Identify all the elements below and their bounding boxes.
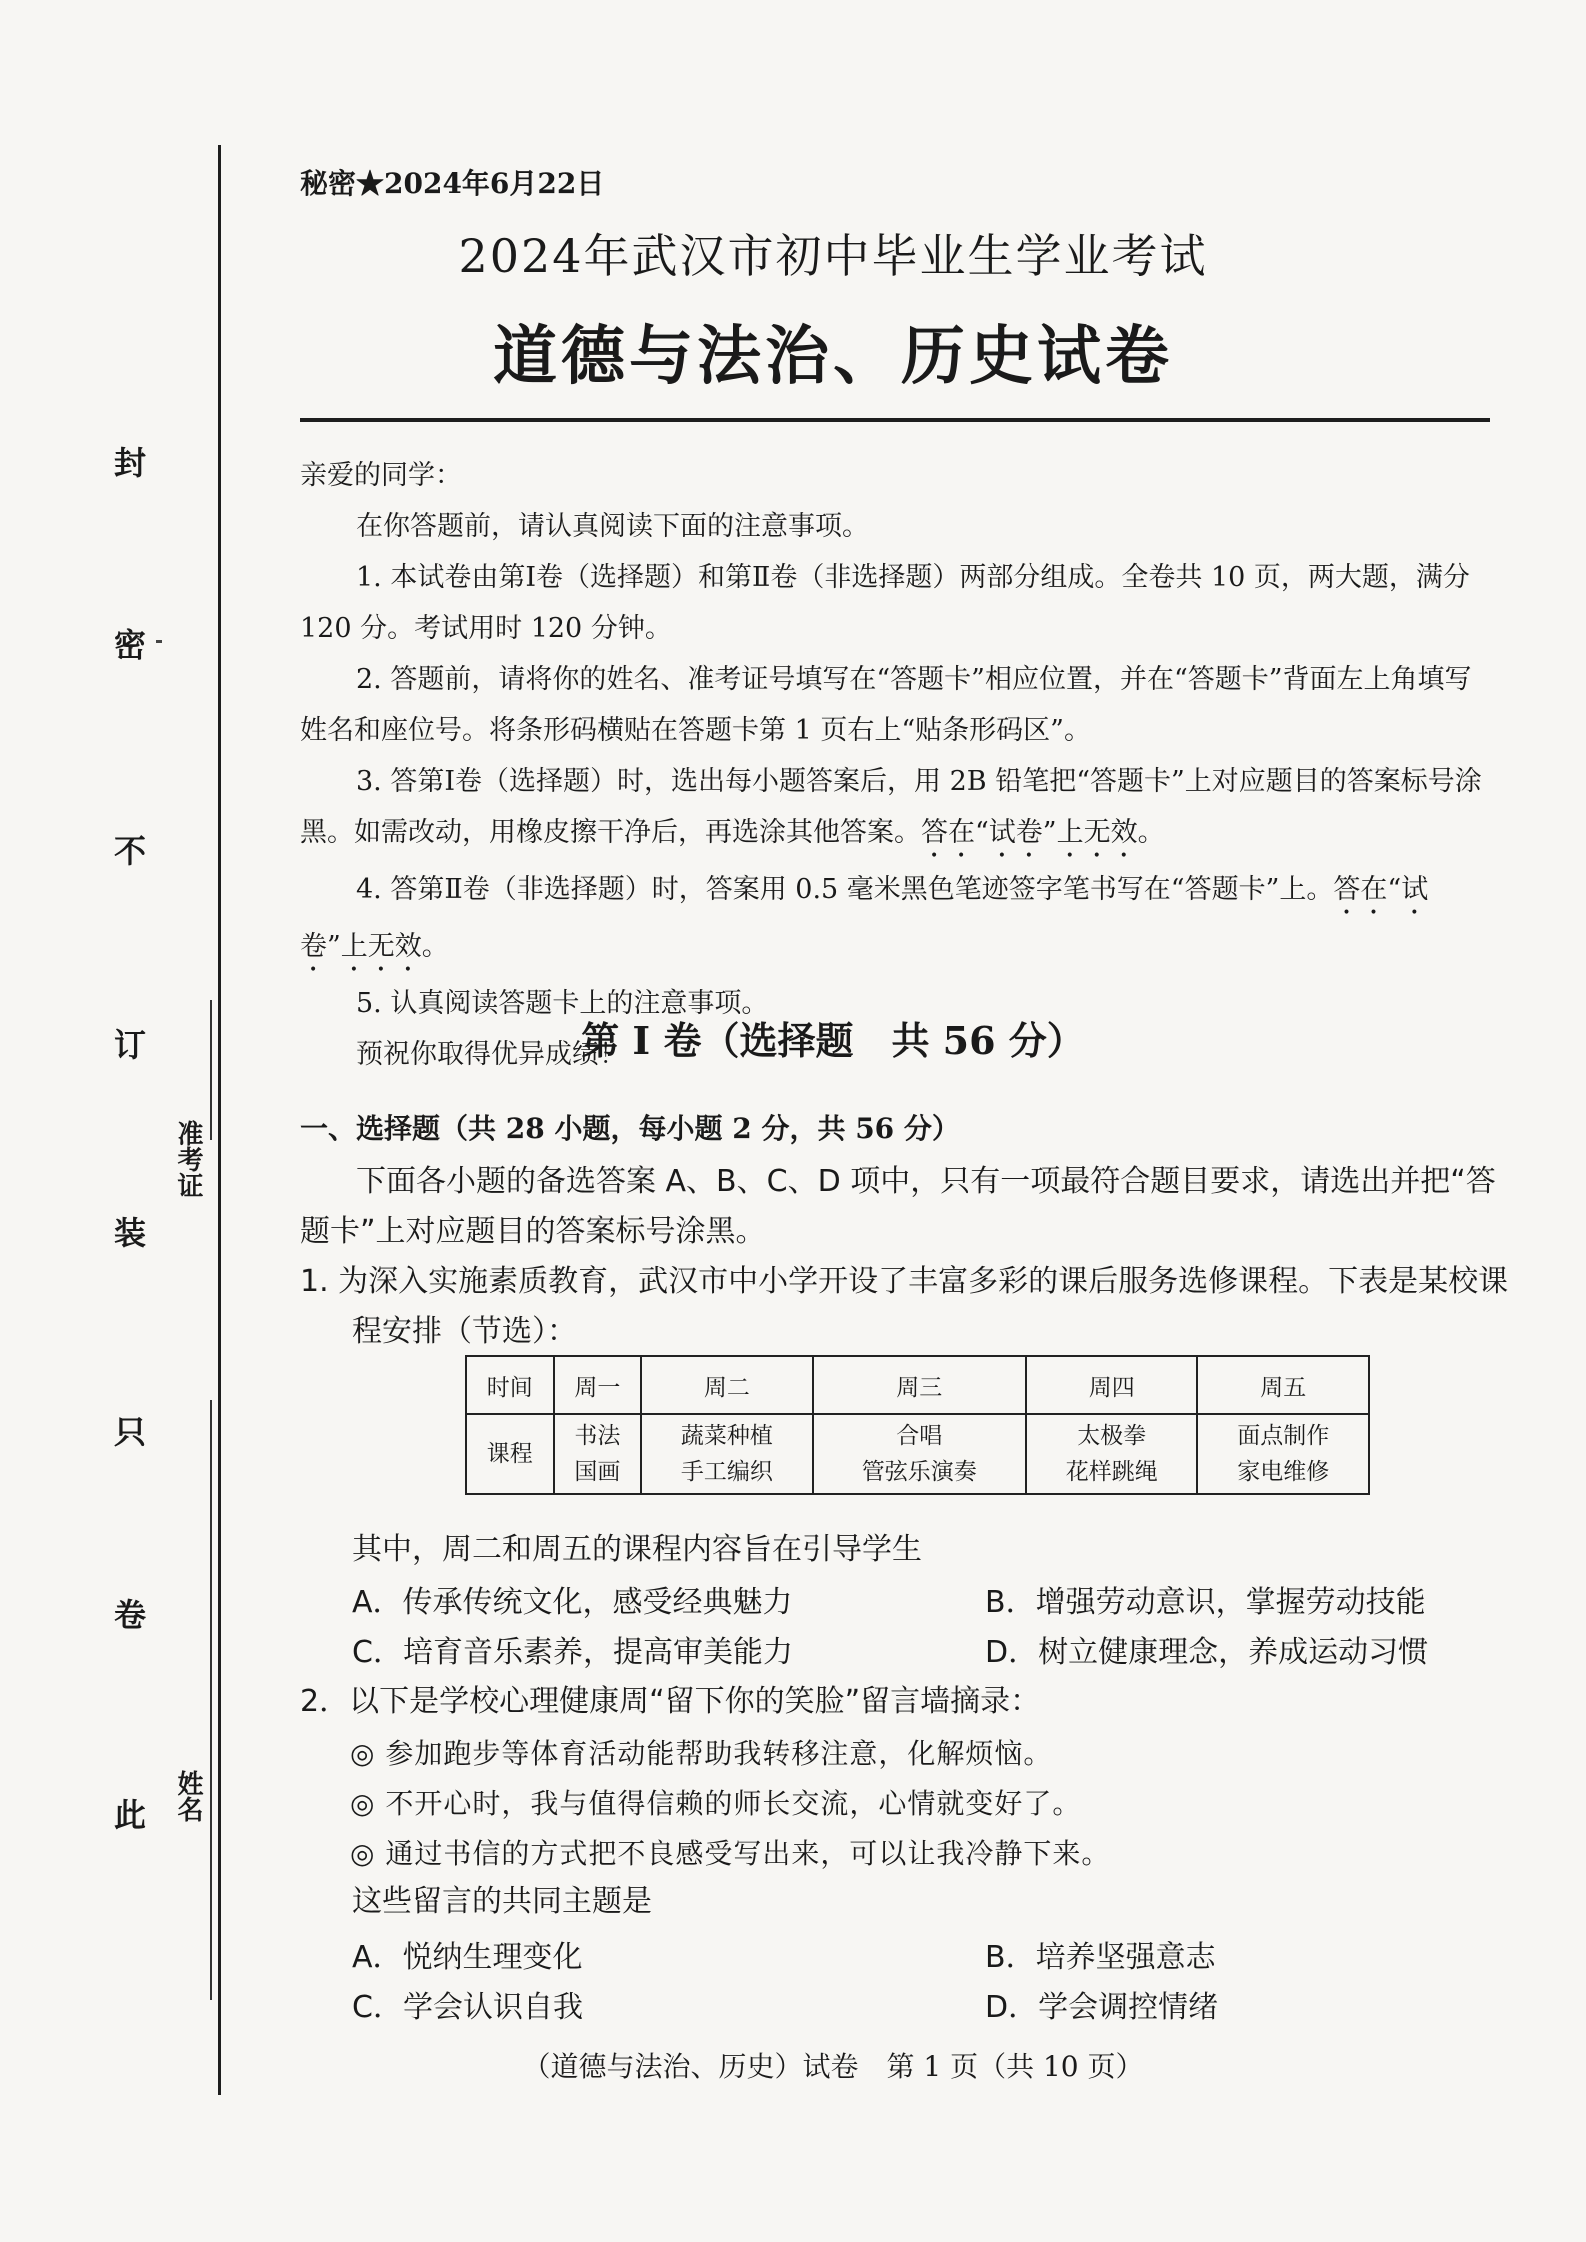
q1-option-c: C．培育音乐素养，提高审美能力	[352, 1635, 793, 1670]
seal-char-2: 密	[113, 626, 146, 664]
exam-title: 2024年武汉市初中毕业生学业考试	[458, 229, 1208, 283]
seal-char-7: 卷	[113, 1596, 146, 1634]
table-header-row	[466, 1356, 1369, 1414]
cell-line: 管弦乐演奏	[861, 1459, 977, 1485]
table-cell	[1026, 1414, 1197, 1494]
name-label: 姓名	[173, 1770, 203, 1822]
margin-tick	[156, 640, 162, 643]
table-cell	[1197, 1414, 1369, 1494]
table-cell	[641, 1414, 812, 1494]
secret-date: 秘密★2024年6月22日	[300, 167, 605, 200]
notice-block	[300, 450, 1495, 1080]
notice-item-1: 1. 本试卷由第Ⅰ卷（选择题）和第Ⅱ卷（非选择题）两部分组成。全卷共 10 页，两大题，满分 120 分。考试用时 120 分钟。	[300, 562, 1470, 644]
cell-line: 太极拳	[1077, 1423, 1147, 1449]
notice-item-2: 2. 答题前，请将你的姓名、准考证号填写在“答题卡”相应位置，并在“答题卡”背面左上角填写姓名和座位号。将条形码横贴在答题卡第 1 页右上“贴条形码区”。	[300, 664, 1472, 746]
table-header-cell: 周三	[813, 1356, 1026, 1414]
table-header-cell: 周五	[1197, 1356, 1369, 1414]
notice-item-3-emphasis: 答在“试卷”上无效。	[921, 817, 1165, 848]
q2-option-d: D．学会调控情绪	[985, 1990, 1219, 2025]
section-one-instruction	[300, 1157, 1520, 1257]
cell-line: 蔬菜种植	[680, 1423, 773, 1449]
q2-option-b: B．培养坚强意志	[985, 1940, 1216, 1975]
paper-title: 道德与法治、历史试卷	[493, 319, 1173, 394]
seal-char-8: 此	[113, 1796, 146, 1834]
table-row-label: 课程	[466, 1414, 554, 1494]
question-1-prompt: 其中，周二和周五的课程内容旨在引导学生	[352, 1532, 922, 1567]
question-2-stem: 2．以下是学校心理健康周“留下你的笑脸”留言墙摘录：	[300, 1684, 1041, 1719]
table-header-cell: 周二	[641, 1356, 812, 1414]
cell-line: 花样跳绳	[1065, 1459, 1158, 1485]
header-rule	[300, 418, 1490, 422]
cell-line: 合唱	[896, 1423, 943, 1449]
cell-line: 书法	[574, 1423, 621, 1449]
part-one-title: 第 I 卷（选择题 共 56 分）	[581, 1018, 1085, 1063]
seal-char-6: 只	[113, 1413, 146, 1451]
table-header-cell: 周四	[1026, 1356, 1197, 1414]
notice-item-4-text: 4. 答第Ⅱ卷（非选择题）时，答案用 0.5 毫米黑色笔迹签字笔书写在“答题卡”上。	[356, 874, 1334, 905]
question-2-prompt: 这些留言的共同主题是	[352, 1884, 652, 1919]
notice-item-3-text: 3. 答第Ⅰ卷（选择题）时，选出每小题答案后，用 2B 铅笔把“答题卡”上对应题目的答案标号涂黑。如需改动，用橡皮擦干净后，再选涂其他答案。	[300, 766, 1482, 848]
table-header-cell: 周一	[554, 1356, 642, 1414]
table-cell	[554, 1414, 642, 1494]
table-cell	[813, 1414, 1026, 1494]
page-footer: （道德与法治、历史）试卷 第 1 页（共 10 页）	[522, 2050, 1144, 2083]
message-2: ◎ 不开心时，我与值得信赖的师长交流，心情就变好了。	[350, 1787, 1082, 1820]
exam-number-label: 准考证	[173, 1120, 203, 1198]
section-one-heading: 一、选择题（共 28 小题，每小题 2 分，共 56 分）	[300, 1112, 960, 1145]
q1-option-d: D．树立健康理念，养成运动习惯	[985, 1635, 1429, 1670]
cell-line: 家电维修	[1237, 1459, 1330, 1485]
cell-line: 国画	[574, 1459, 621, 1485]
q1-option-a: A．传承传统文化，感受经典魅力	[352, 1585, 793, 1620]
notice-wish: 预祝你取得优异成绩！	[356, 1039, 626, 1070]
instruction-text: 下面各小题的备选答案 A、B、C、D 项中，只有一项最符合题目要求，请选出并把“答题卡”上对应题目的答案标号涂黑。	[300, 1164, 1496, 1249]
name-line	[210, 1400, 212, 2000]
message-3: ◎ 通过书信的方式把不良感受写出来，可以让我冷静下来。	[350, 1837, 1111, 1870]
greeting: 亲爱的同学：	[300, 460, 462, 491]
q2-option-a: A．悦纳生理变化	[352, 1940, 583, 1975]
binding-line	[218, 145, 221, 2095]
seal-char-3: 不	[113, 832, 146, 870]
course-schedule-table	[465, 1355, 1370, 1495]
seal-char-5: 装	[113, 1214, 146, 1252]
table-header-cell: 时间	[466, 1356, 554, 1414]
q1-option-b: B．增强劳动意识，掌握劳动技能	[985, 1585, 1426, 1620]
notice-item-4-emphasis: 答在“试卷”上无效。	[300, 874, 1429, 962]
q2-option-c: C．学会认识自我	[352, 1990, 583, 2025]
message-1: ◎ 参加跑步等体育活动能帮助我转移注意，化解烦恼。	[350, 1737, 1053, 1770]
cell-line: 面点制作	[1237, 1423, 1330, 1449]
table-row	[466, 1414, 1369, 1494]
notice-item-5: 5. 认真阅读答题卡上的注意事项。	[356, 988, 769, 1019]
notice-item-4	[300, 864, 1495, 978]
cell-line: 手工编织	[680, 1459, 773, 1485]
seal-char-1: 封	[113, 444, 146, 482]
question-1-stem: 1. 为深入实施素质教育，武汉市中小学开设了丰富多彩的课后服务选修课程。下表是某校课程安排（节选）：	[300, 1264, 1509, 1349]
notice-item-3	[300, 756, 1495, 864]
seal-char-4: 订	[113, 1026, 146, 1064]
notice-intro: 在你答题前，请认真阅读下面的注意事项。	[356, 511, 869, 542]
